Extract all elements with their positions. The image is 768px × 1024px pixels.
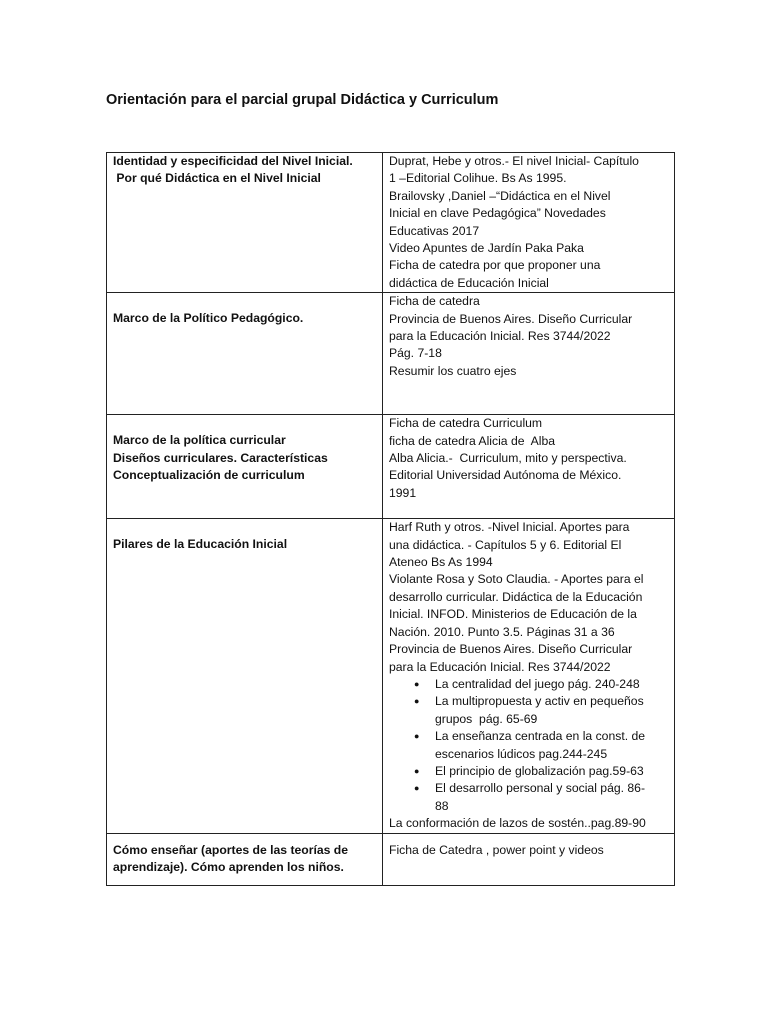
topic-line: Pilares de la Educación Inicial <box>113 537 288 552</box>
list-item <box>435 693 668 728</box>
topic-line: Por qué Didáctica en el Nivel Inicial <box>113 171 321 186</box>
source-line: Ficha de catedra Curriculum <box>389 416 543 431</box>
source-line: Violante Rosa y Soto Claudia. - Aportes para el <box>389 572 644 587</box>
source-line: Nación. 2010. Punto 3.5. Páginas 31 a 36 <box>389 624 615 639</box>
source-line: Educativas 2017 <box>389 223 480 238</box>
topic-line: aprendizaje). Cómo aprenden los niños. <box>113 860 344 875</box>
source-line: Inicial en clave Pedagógica” Novedades <box>389 206 606 221</box>
source-line: Alba Alicia.- Curriculum, mito y perspectiva. <box>389 451 627 466</box>
sources-cell <box>383 293 675 415</box>
source-line: Video Apuntes de Jardín Paka Paka <box>389 241 584 256</box>
source-line: Duprat, Hebe y otros.- El nivel Inicial- Capítulo <box>389 154 639 168</box>
source-line: Ficha de catedra <box>389 294 480 309</box>
source-line: Inicial. INFOD. Ministerios de Educación de la <box>389 607 637 622</box>
bullet-line: ● La multipropuesta y activ en pequeños <box>435 694 644 709</box>
document-title: Orientación para el parcial grupal Didáctica y Curriculum <box>106 92 499 108</box>
source-line: para la Educación Inicial. Res 3744/2022 <box>389 659 611 674</box>
source-line: 1 –Editorial Colihue. Bs As 1995. <box>389 171 567 186</box>
source-line: Harf Ruth y otros. -Nivel Inicial. Aportes para <box>389 520 630 535</box>
bullet-line: ● La enseñanza centrada en la const. de <box>435 729 646 744</box>
table-row <box>107 519 675 833</box>
topic-line: Marco de la Político Pedagógico. <box>113 311 304 326</box>
topic-line: Conceptualización de curriculum <box>113 468 305 483</box>
topic-line: Diseños curriculares. Características <box>113 450 328 465</box>
table-row <box>107 415 675 519</box>
source-line: La conformación de lazos de sostén..pag.89-90 <box>389 816 646 831</box>
bullet-line: ● La centralidad del juego pág. 240-248 <box>435 676 640 691</box>
source-line: una didáctica. - Capítulos 5 y 6. Editorial El <box>389 537 622 552</box>
bullet-line: ● El principio de globalización pag.59-63 <box>435 763 644 778</box>
topic-cell <box>107 833 383 885</box>
list-item <box>435 676 668 693</box>
bullet-line: grupos pág. 65-69 <box>435 711 538 726</box>
source-line: para la Educación Inicial. Res 3744/2022 <box>389 329 611 344</box>
table-row <box>107 153 675 293</box>
table-row <box>107 293 675 415</box>
orientation-table <box>106 152 675 886</box>
topic-line: Cómo enseñar (aportes de las teorías de <box>113 842 349 857</box>
sources-cell <box>383 153 675 293</box>
topic-cell <box>107 519 383 833</box>
list-item <box>435 780 668 815</box>
source-line: didáctica de Educación Inicial <box>389 275 549 290</box>
source-line: desarrollo curricular. Didáctica de la Educación <box>389 589 643 604</box>
bullet-line: 88 <box>435 798 449 813</box>
bullet-line: escenarios lúdicos pag.244-245 <box>435 746 608 761</box>
sources-cell <box>383 833 675 885</box>
bullet-list <box>389 676 668 815</box>
sources-cell <box>383 519 675 833</box>
source-line: Pág. 7-18 <box>389 346 442 361</box>
source-line: Resumir los cuatro ejes <box>389 363 517 378</box>
source-line: Ateneo Bs As 1994 <box>389 555 493 570</box>
table-row <box>107 833 675 885</box>
bullet-line: ● El desarrollo personal y social pág. 86- <box>435 781 646 796</box>
list-item <box>435 763 668 780</box>
source-line: Provincia de Buenos Aires. Diseño Curricular <box>389 311 633 326</box>
source-line: 1991 <box>389 485 417 500</box>
source-line: Ficha de Catedra , power point y videos <box>389 842 604 857</box>
topic-cell <box>107 293 383 415</box>
source-line: Brailovsky ,Daniel –“Didáctica en el Nivel <box>389 188 611 203</box>
source-line: Ficha de catedra por que proponer una <box>389 258 601 273</box>
source-line: Editorial Universidad Autónoma de México. <box>389 468 622 483</box>
topic-line: Identidad y especificidad del Nivel Inicial. <box>113 154 353 168</box>
list-item <box>435 728 668 763</box>
topic-cell <box>107 415 383 519</box>
source-line: Provincia de Buenos Aires. Diseño Curricular <box>389 642 633 657</box>
topic-cell <box>107 153 383 293</box>
sources-cell <box>383 415 675 519</box>
source-line: ficha de catedra Alicia de Alba <box>389 433 555 448</box>
topic-line: Marco de la política curricular <box>113 433 286 448</box>
